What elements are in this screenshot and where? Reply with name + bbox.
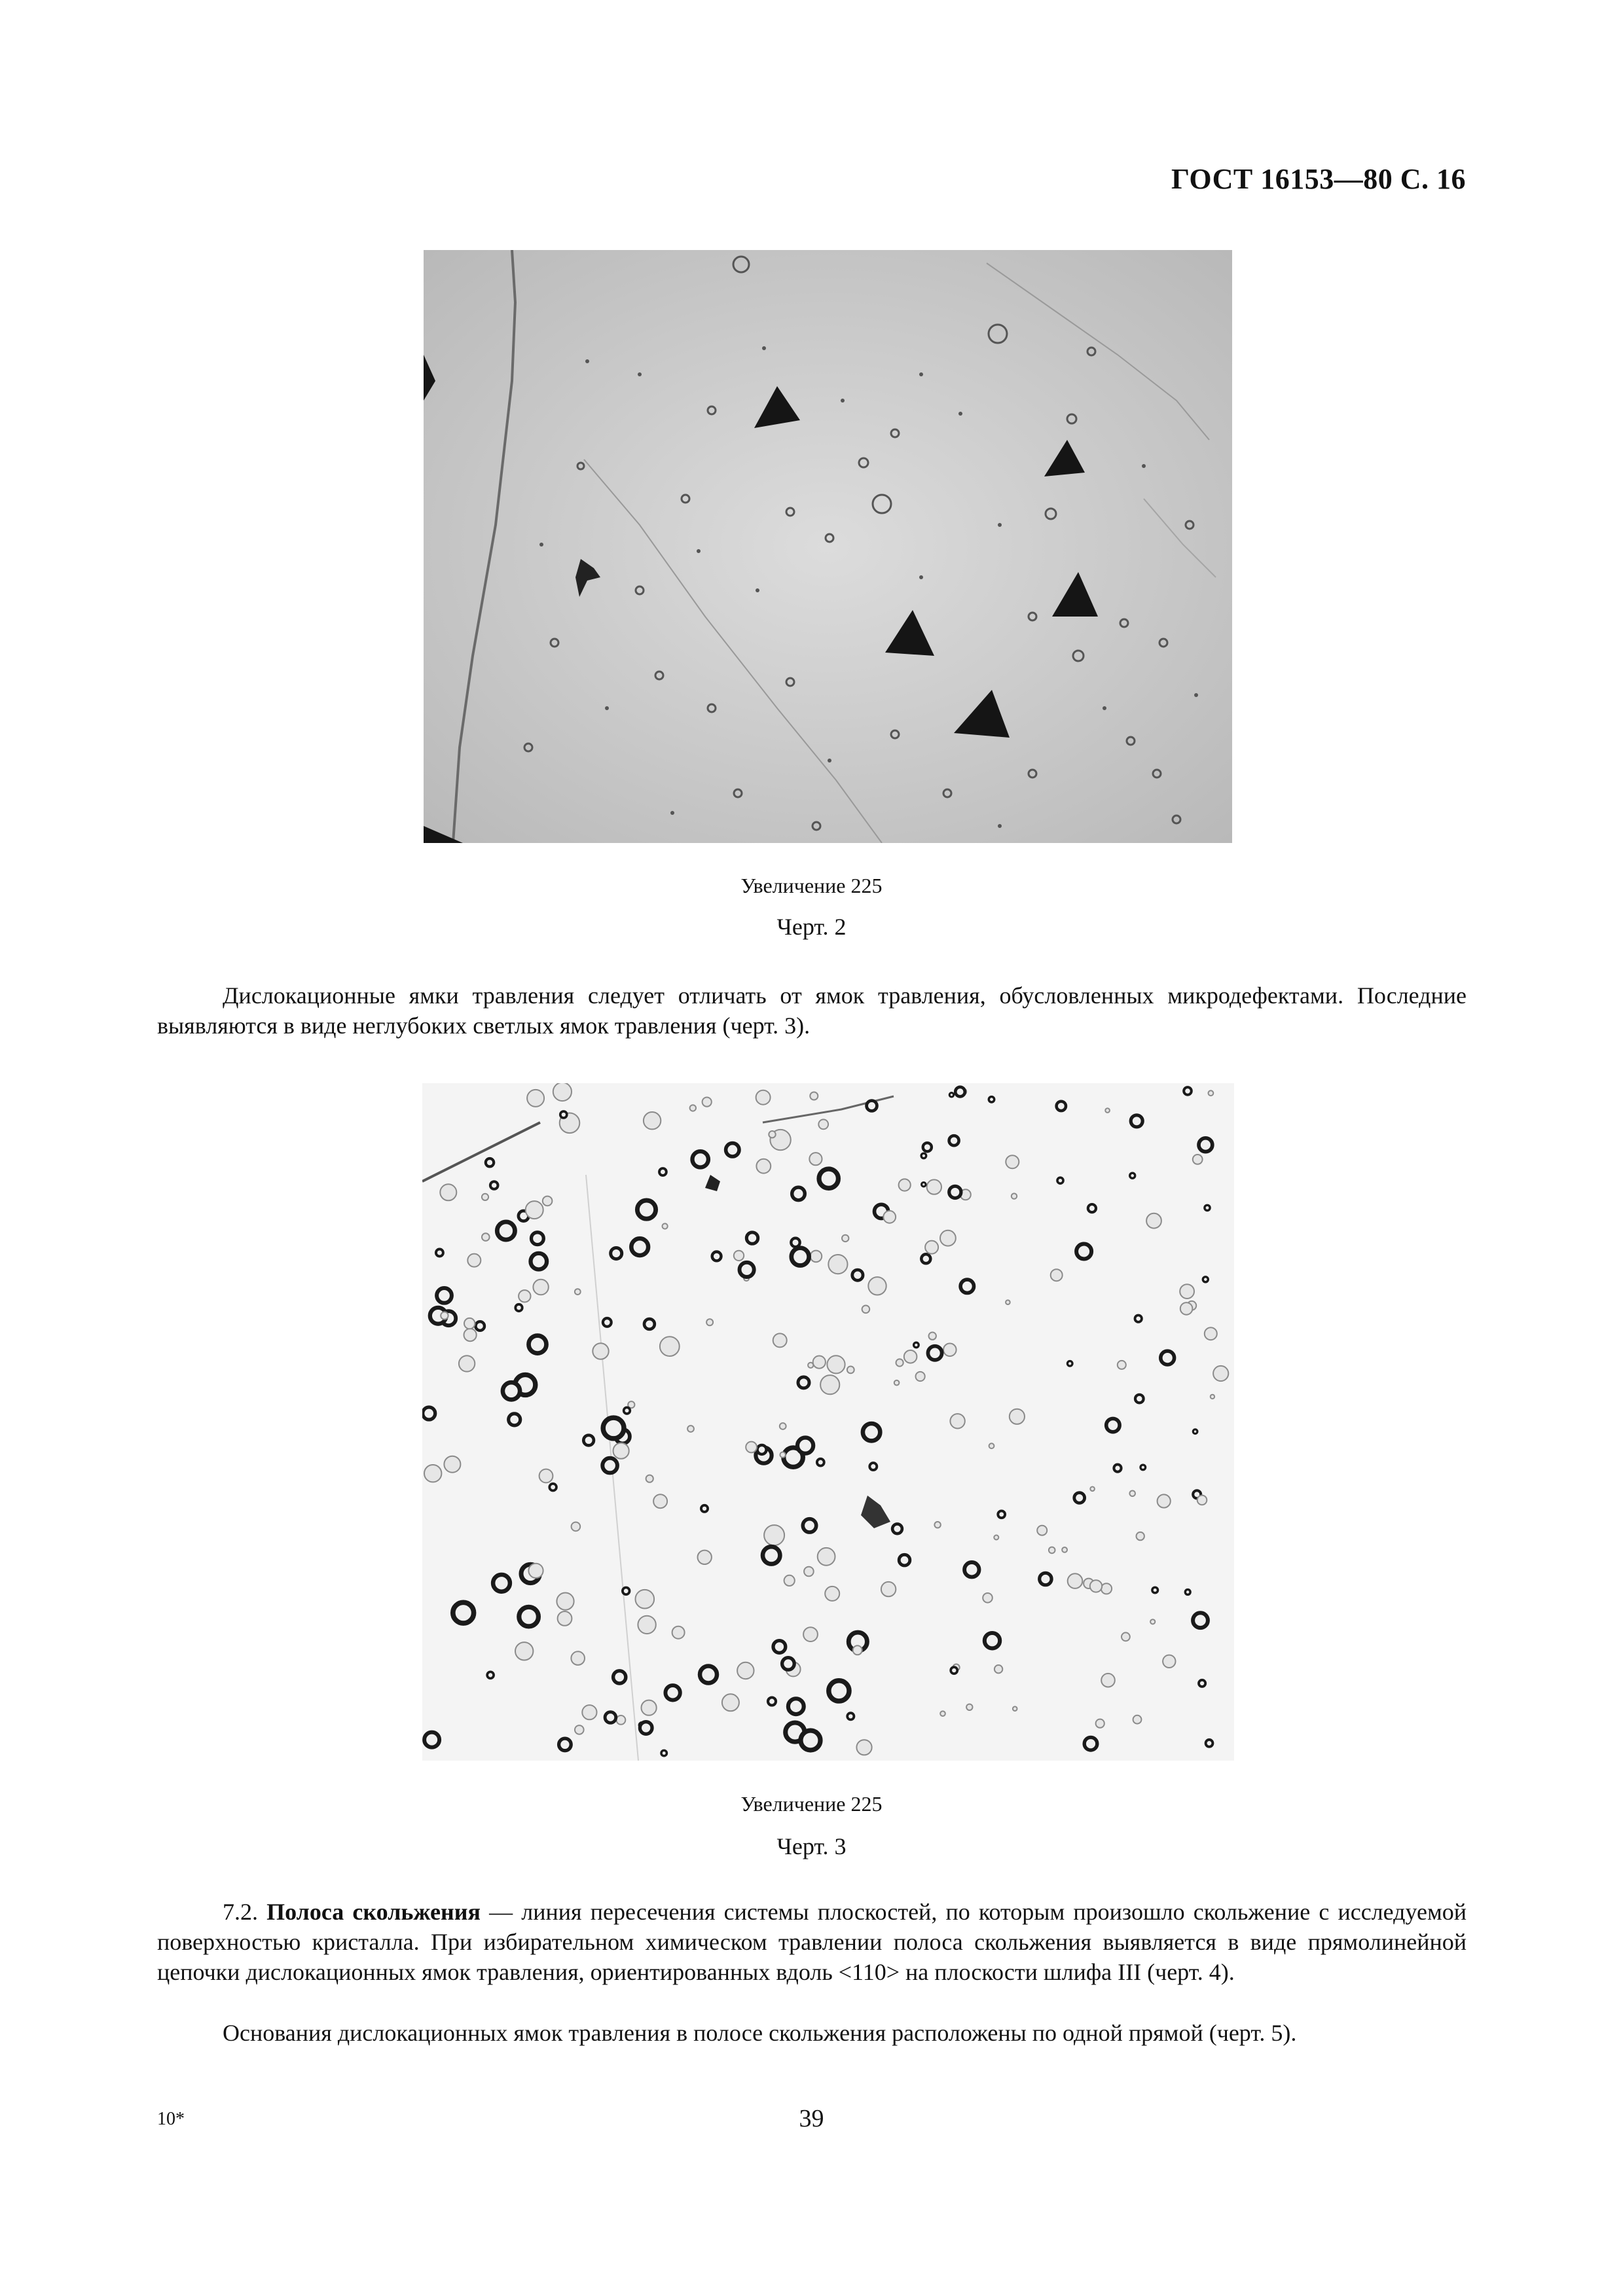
etch-pit xyxy=(784,1575,795,1586)
etch-pit xyxy=(763,1547,780,1564)
etch-pit xyxy=(490,1181,498,1189)
etch-pit xyxy=(1213,1366,1228,1381)
etch-pit xyxy=(949,1136,959,1145)
etch-pit xyxy=(712,1252,721,1261)
etch-pit xyxy=(983,1593,993,1603)
page-header: ГОСТ 16153—80 С. 16 xyxy=(1171,163,1466,195)
etch-pit xyxy=(868,1277,886,1295)
etch-pit xyxy=(1205,1327,1217,1340)
etch-pit xyxy=(737,1662,754,1679)
etch-pit xyxy=(916,1372,925,1381)
etch-pit xyxy=(896,1359,903,1366)
etch-pit xyxy=(1197,1496,1207,1505)
etch-pit xyxy=(549,1484,556,1491)
etch-pit xyxy=(1140,1465,1146,1470)
etch-pit xyxy=(1184,1087,1192,1095)
etch-pit xyxy=(842,1235,848,1242)
etch-pit xyxy=(883,1211,896,1223)
etch-pit xyxy=(515,1304,522,1311)
etch-pit xyxy=(613,1443,629,1459)
etch-pit xyxy=(862,1306,870,1314)
etch-pit xyxy=(921,1254,930,1263)
etch-pit xyxy=(726,1143,739,1157)
etch-pit xyxy=(869,1463,877,1470)
etch-pit xyxy=(539,1469,553,1483)
etch-pit xyxy=(529,1336,547,1354)
etch-pit xyxy=(1118,1361,1126,1369)
etch-pit xyxy=(940,1711,945,1716)
etch-pit xyxy=(818,1548,835,1566)
etch-pit xyxy=(773,1333,787,1347)
etch-pit xyxy=(827,1355,845,1373)
etch-pit xyxy=(624,1407,630,1414)
etch-pit xyxy=(1133,1715,1142,1724)
etch-pit xyxy=(1049,1547,1055,1554)
etch-pit xyxy=(423,1407,435,1420)
etch-pit xyxy=(453,1602,474,1623)
etch-pit xyxy=(1105,1108,1110,1113)
etch-pit xyxy=(701,1505,708,1512)
etch-pit xyxy=(1193,1613,1208,1628)
etch-pit xyxy=(1161,1351,1175,1365)
etch-pit xyxy=(603,1418,624,1439)
etch-pit xyxy=(1152,1587,1158,1593)
etch-pit xyxy=(482,1194,488,1200)
section-definition: — линия пересечения системы плоскостей, по которым произошло скольжение с исследуемой поверхностью кристалла. При избирательном химическом травлении полоса скольжения выявляется в виде прямолинейной цепочки дислокационных ямок травления, ориентированных вдоль <110> на плоскости шлифа III (черт. 4). xyxy=(157,1899,1467,1985)
etch-pit xyxy=(503,1382,520,1399)
micrograph-figure-2 xyxy=(424,250,1232,843)
etch-pit xyxy=(644,1319,655,1329)
etch-pit xyxy=(951,1667,957,1674)
etch-pit xyxy=(847,1713,854,1719)
etch-pit xyxy=(921,1153,926,1158)
etch-pit xyxy=(575,1289,581,1295)
etch-pit xyxy=(1096,1719,1104,1728)
etch-pit xyxy=(459,1355,475,1371)
etch-pit xyxy=(994,1535,998,1540)
etch-pit xyxy=(486,1158,494,1166)
etch-pit xyxy=(964,1562,979,1577)
etch-pit xyxy=(943,1344,957,1357)
etch-pit xyxy=(925,1241,938,1254)
etch-pit xyxy=(493,1575,510,1592)
etch-pit xyxy=(467,1254,481,1267)
etch-pit xyxy=(985,1633,1000,1648)
etch-pit xyxy=(892,1524,902,1534)
etch-pit xyxy=(929,1333,936,1340)
etch-pit xyxy=(613,1671,626,1683)
etch-pit xyxy=(798,1377,809,1388)
etch-pit xyxy=(642,1700,657,1715)
paragraph-slip-band-bases xyxy=(157,2018,1467,2048)
etch-pit xyxy=(661,1750,666,1755)
etch-pit xyxy=(1150,1619,1155,1624)
etch-pit xyxy=(644,1112,661,1129)
etch-pit xyxy=(700,1666,717,1683)
etch-pit xyxy=(1006,1155,1019,1168)
etch-pit xyxy=(1057,1177,1063,1183)
section-number: 7.2. xyxy=(223,1899,258,1925)
etch-pit xyxy=(1076,1244,1091,1259)
etch-pit xyxy=(940,1230,956,1246)
etch-pit xyxy=(1193,1155,1203,1164)
etch-pit xyxy=(617,1715,626,1725)
etch-pit xyxy=(575,1725,584,1734)
etch-pit xyxy=(791,1238,799,1247)
etch-pit xyxy=(914,1342,919,1348)
etch-pit xyxy=(543,1196,553,1206)
etch-pit xyxy=(665,1685,680,1700)
etch-pit xyxy=(441,1312,448,1319)
etch-pit xyxy=(603,1318,611,1327)
etch-pit xyxy=(989,1097,994,1102)
etch-pit xyxy=(828,1255,847,1274)
etch-pit xyxy=(825,1587,839,1601)
etch-pit xyxy=(899,1554,910,1566)
etch-pit xyxy=(611,1248,622,1259)
etch-pit xyxy=(702,1098,712,1107)
etch-pit xyxy=(998,1511,1005,1518)
etch-pit xyxy=(1135,1316,1142,1322)
etch-pit xyxy=(881,1582,896,1596)
etch-pit xyxy=(1074,1493,1085,1503)
etch-pit xyxy=(803,1627,818,1641)
etch-pit xyxy=(1067,1361,1072,1367)
etch-pit xyxy=(464,1329,477,1341)
etch-pit xyxy=(780,1423,786,1429)
signature-mark: 10* xyxy=(157,2109,185,2129)
etch-pit xyxy=(904,1350,917,1363)
etch-pit xyxy=(780,1452,785,1458)
etch-pit xyxy=(1090,1487,1095,1492)
etch-pit xyxy=(631,1238,648,1255)
etch-pit xyxy=(582,1705,596,1719)
etch-pit xyxy=(927,1179,941,1194)
etch-pit xyxy=(653,1494,667,1508)
etch-pit xyxy=(532,1232,544,1245)
etch-pit xyxy=(792,1248,809,1266)
etch-pit xyxy=(1068,1573,1083,1588)
etch-pit xyxy=(740,1263,754,1277)
etch-pit xyxy=(1010,1409,1025,1424)
page-number: 39 xyxy=(799,2105,824,2132)
etch-pit xyxy=(1101,1583,1112,1594)
section-term: Полоса скольжения xyxy=(266,1899,481,1925)
etch-pit xyxy=(746,1232,757,1244)
etch-pit xyxy=(810,1092,818,1100)
etch-pit xyxy=(1135,1395,1144,1403)
etch-pit xyxy=(797,1438,813,1454)
etch-pit xyxy=(440,1184,456,1200)
etch-pit xyxy=(852,1270,863,1280)
etch-pit xyxy=(955,1087,965,1097)
paragraph-microdefects-text: Дислокационные ямки травления следует отличать от ямок травления, обусловленных микродефектами. Последние выявляются в виде неглубоких светлых ямок травления (черт. 3). xyxy=(157,982,1467,1039)
figure-3-label: Черт. 3 xyxy=(776,1833,847,1859)
etch-pit xyxy=(640,1722,652,1734)
etch-pit xyxy=(1062,1547,1067,1552)
etch-pit xyxy=(1114,1465,1121,1472)
etch-pit xyxy=(818,1119,828,1129)
etch-pit xyxy=(560,1111,567,1118)
etch-pit xyxy=(1012,1193,1017,1198)
etch-pit xyxy=(527,1090,544,1107)
etch-pit xyxy=(636,1590,655,1609)
etch-pit xyxy=(1158,1494,1171,1507)
etch-pit xyxy=(950,1414,964,1428)
etch-pit xyxy=(949,1093,953,1097)
etch-pit xyxy=(722,1694,739,1711)
etch-pit xyxy=(829,1681,849,1701)
etch-pit xyxy=(531,1253,547,1270)
etch-pit xyxy=(949,1186,961,1198)
etch-pit xyxy=(853,1645,862,1655)
etch-pit xyxy=(424,1465,441,1482)
etch-pit xyxy=(989,1443,994,1448)
etch-pit xyxy=(637,1200,655,1219)
etch-pit xyxy=(960,1280,974,1293)
etch-pit xyxy=(1199,1138,1213,1152)
etch-pit xyxy=(1163,1655,1175,1668)
etch-pit xyxy=(764,1525,784,1545)
paragraph-slip-band-bases-text: Основания дислокационных ямок травления в полосе скольжения расположены по одной прямой (черт. 5). xyxy=(223,2020,1297,2046)
etch-pit xyxy=(528,1564,543,1578)
etch-pit xyxy=(1013,1706,1017,1711)
etch-pit xyxy=(1051,1269,1063,1281)
figure-2-label: Черт. 2 xyxy=(776,914,847,940)
etch-pit xyxy=(1185,1590,1190,1595)
micrograph-figure-3 xyxy=(422,1083,1234,1761)
etch-pit xyxy=(922,1183,926,1187)
etch-pit xyxy=(1084,1737,1097,1750)
etch-pit xyxy=(1146,1213,1161,1229)
etch-pit xyxy=(605,1712,616,1723)
etch-pit xyxy=(509,1414,520,1426)
etch-pit xyxy=(788,1698,804,1714)
etch-pit xyxy=(863,1424,880,1441)
etch-pit xyxy=(1040,1573,1051,1585)
etch-pit xyxy=(847,1367,854,1374)
etch-pit xyxy=(856,1740,871,1755)
etch-pit xyxy=(820,1375,839,1394)
etch-pit xyxy=(934,1522,940,1528)
etch-pit xyxy=(894,1380,900,1386)
etch-pit xyxy=(819,1169,838,1188)
etch-pit xyxy=(813,1356,826,1369)
etch-pit xyxy=(801,1731,820,1750)
etch-pit xyxy=(444,1456,460,1473)
etch-pit xyxy=(475,1321,484,1331)
etch-pit xyxy=(928,1346,941,1360)
etch-pit xyxy=(687,1426,694,1432)
etch-pit xyxy=(734,1251,744,1261)
etch-pit xyxy=(663,1223,668,1229)
section-7-2 xyxy=(157,1897,1467,1987)
etch-pit xyxy=(867,1101,877,1111)
etch-pit xyxy=(593,1343,608,1359)
etch-pit xyxy=(923,1143,932,1151)
etch-pit xyxy=(804,1567,814,1577)
etch-pit xyxy=(464,1318,475,1329)
etch-pit xyxy=(809,1153,822,1165)
etch-pit xyxy=(1006,1300,1010,1304)
etch-pit xyxy=(757,1445,767,1454)
etch-pit xyxy=(1088,1204,1096,1212)
etch-pit xyxy=(769,1131,775,1138)
paragraph-microdefects xyxy=(157,980,1467,1041)
etch-pit xyxy=(1193,1429,1197,1434)
etch-pit xyxy=(559,1738,572,1751)
etch-pit xyxy=(803,1519,816,1532)
etch-pit xyxy=(602,1458,617,1473)
etch-pit xyxy=(672,1626,685,1639)
etch-pit xyxy=(482,1233,490,1241)
etch-pit xyxy=(558,1611,572,1626)
etch-pit xyxy=(519,1607,539,1626)
etch-pit xyxy=(660,1336,680,1356)
etch-pit xyxy=(424,1732,439,1748)
etch-pit xyxy=(1180,1302,1193,1315)
etch-pit xyxy=(1205,1205,1210,1210)
etch-pit xyxy=(1101,1674,1115,1687)
etch-pit xyxy=(623,1588,630,1595)
etch-pit xyxy=(693,1151,708,1167)
etch-pit xyxy=(556,1593,574,1610)
etch-pit xyxy=(526,1201,543,1219)
etch-pit xyxy=(1037,1526,1047,1535)
etch-pit xyxy=(1057,1102,1066,1111)
etch-pit xyxy=(515,1642,533,1660)
etch-pit xyxy=(746,1442,757,1453)
etch-pit xyxy=(756,1090,771,1105)
etch-pit xyxy=(690,1105,696,1111)
etch-pit xyxy=(659,1168,666,1175)
figure-3-magnification: Увеличение 225 xyxy=(740,1792,883,1816)
etch-pit xyxy=(1130,1173,1135,1178)
figure-2-magnification: Увеличение 225 xyxy=(740,874,883,897)
etch-pit xyxy=(756,1159,771,1174)
etch-pit xyxy=(1199,1680,1205,1687)
etch-pit xyxy=(792,1187,805,1200)
etch-pit xyxy=(899,1179,911,1191)
etch-pit xyxy=(553,1083,572,1101)
etch-pit xyxy=(698,1551,712,1564)
etch-pit xyxy=(773,1641,786,1653)
etch-pit xyxy=(436,1249,443,1257)
etch-pit xyxy=(1122,1632,1130,1641)
etch-pit xyxy=(571,1651,585,1665)
etch-pit xyxy=(583,1435,594,1446)
etch-pit xyxy=(646,1475,653,1482)
etch-pit xyxy=(1090,1580,1102,1592)
etch-pit xyxy=(533,1280,548,1295)
etch-pit xyxy=(782,1658,795,1670)
etch-pit xyxy=(817,1459,824,1466)
etch-pit xyxy=(487,1672,494,1678)
etch-pit xyxy=(1131,1115,1142,1127)
etch-pit xyxy=(966,1704,972,1710)
etch-pit xyxy=(519,1290,530,1302)
etch-pit xyxy=(1206,1740,1213,1747)
etch-pit xyxy=(1106,1418,1120,1431)
etch-pit xyxy=(572,1522,581,1532)
etch-pit xyxy=(1203,1277,1208,1282)
etch-pit xyxy=(497,1222,515,1240)
etch-pit xyxy=(1180,1284,1194,1299)
etch-pit xyxy=(437,1288,452,1303)
etch-pit xyxy=(994,1665,1002,1673)
etch-pit xyxy=(1211,1395,1214,1399)
etch-pit xyxy=(1209,1090,1214,1096)
etch-pit xyxy=(1129,1491,1135,1497)
etch-pit xyxy=(638,1616,655,1634)
etch-pit xyxy=(1137,1532,1144,1540)
etch-pit xyxy=(768,1698,776,1706)
etch-pit xyxy=(706,1319,713,1325)
etch-pit xyxy=(811,1251,822,1263)
